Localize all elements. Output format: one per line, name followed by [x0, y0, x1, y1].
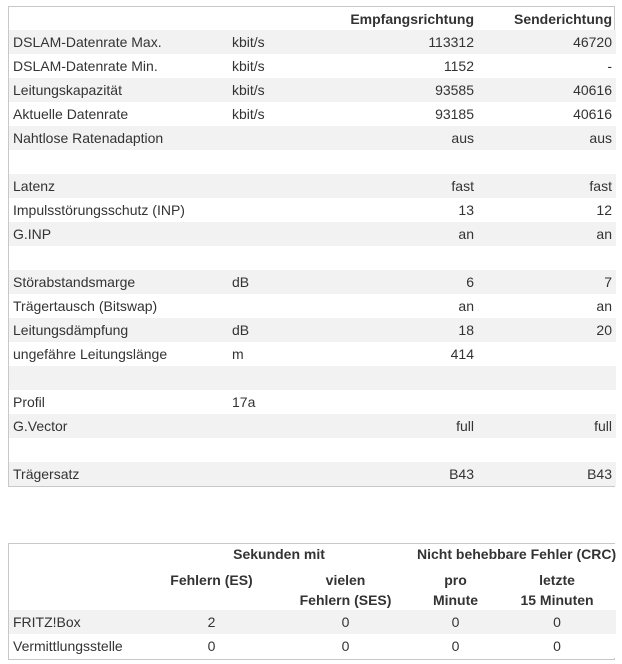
- dsl-table-row: [9, 102, 616, 126]
- error-row-label: Vermittlungsstelle: [13, 638, 123, 654]
- row-unit: kbit/s: [232, 82, 265, 98]
- row-downstream-value: 1152: [443, 58, 474, 74]
- row-downstream-value: 414: [450, 346, 474, 362]
- error-crc-last-15-value: 0: [553, 638, 561, 654]
- col-header-ses-line1: vielen: [325, 572, 366, 588]
- row-downstream-value: an: [458, 226, 474, 242]
- dsl-table-row: [9, 54, 616, 78]
- row-label: DSLAM-Datenrate Max.: [13, 34, 162, 50]
- row-unit: kbit/s: [232, 58, 265, 74]
- row-upstream-value: 12: [596, 202, 612, 218]
- header-unit: [228, 7, 320, 30]
- row-downstream-value: [320, 366, 478, 390]
- error-column-header-row: [9, 568, 616, 610]
- row-unit: [228, 126, 320, 150]
- col-header-ses: [278, 568, 413, 610]
- row-unit: [228, 438, 320, 462]
- dsl-table-body: [9, 30, 616, 486]
- row-label: Leitungsdämpfung: [13, 322, 129, 338]
- dsl-table-row: [9, 462, 616, 486]
- row-downstream-value: [320, 438, 478, 462]
- error-ses-value: 0: [341, 614, 350, 630]
- col-header-per-minute: [413, 568, 498, 610]
- row-downstream-value: 113312: [428, 34, 474, 50]
- dsl-table-row: [9, 270, 616, 294]
- dsl-table-row: [9, 438, 616, 462]
- error-stats-table: [9, 544, 616, 658]
- row-downstream-value: an: [458, 298, 474, 314]
- row-unit: dB: [232, 274, 250, 290]
- error-group-header-row: [9, 544, 616, 568]
- row-label: Störabstandsmarge: [13, 274, 136, 290]
- dsl-table-row: [9, 150, 616, 174]
- error-corner-cell: [9, 544, 145, 568]
- dsl-table-row: [9, 174, 616, 198]
- row-upstream-value: full: [594, 418, 612, 434]
- row-downstream-value: [320, 150, 478, 174]
- dsl-table-row: [9, 342, 616, 366]
- row-downstream-value: 93585: [435, 82, 474, 98]
- header-label: [9, 7, 228, 30]
- row-label: Latenz: [13, 178, 56, 194]
- row-unit: [228, 462, 320, 486]
- col-header-ses-line2: Fehlern (SES): [299, 592, 392, 608]
- row-downstream-value: aus: [451, 130, 474, 146]
- row-upstream-value: 40616: [573, 106, 612, 122]
- row-downstream-value: 93185: [435, 106, 474, 122]
- dsl-table-row: [9, 198, 616, 222]
- row-downstream-value: 18: [458, 322, 474, 338]
- row-upstream-value: [478, 438, 616, 462]
- row-unit: [228, 198, 320, 222]
- row-label: DSLAM-Datenrate Min.: [13, 58, 158, 74]
- row-upstream-value: [478, 342, 616, 366]
- group-header-crc: Nicht behebbare Fehler (CRC): [417, 546, 617, 562]
- dsl-header-row: [9, 7, 616, 30]
- dsl-info-panel: [8, 6, 615, 487]
- row-downstream-value: [320, 246, 478, 270]
- row-upstream-value: 7: [604, 274, 612, 290]
- error-row-label: FRITZ!Box: [13, 614, 81, 630]
- row-upstream-value: -: [607, 58, 612, 74]
- dsl-table-row: [9, 30, 616, 54]
- error-crc-per-minute-value: 0: [451, 614, 460, 630]
- row-unit: kbit/s: [232, 106, 265, 122]
- dsl-table-row: [9, 78, 616, 102]
- row-upstream-value: [478, 150, 616, 174]
- row-upstream-value: B43: [587, 466, 612, 482]
- row-upstream-value: 20: [596, 322, 612, 338]
- error-crc-per-minute-value: 0: [451, 638, 460, 654]
- header-upstream: Senderichtung: [513, 10, 612, 27]
- row-unit: [228, 366, 320, 390]
- dsl-info-table: [9, 7, 616, 486]
- error-table-row: [9, 634, 616, 658]
- col-header-15-line1: letzte: [539, 572, 575, 588]
- row-label: Nahtlose Ratenadaption: [13, 130, 164, 146]
- col-header-min-line1: pro: [444, 572, 467, 588]
- error-ses-value: 0: [341, 638, 350, 654]
- row-label: [9, 366, 228, 390]
- col-header-es: [145, 568, 278, 610]
- row-label: G.INP: [13, 226, 52, 242]
- row-downstream-value: 13: [458, 202, 474, 218]
- error-crc-last-15-value: 0: [553, 614, 561, 630]
- col-header-15-line2: 15 Minuten: [520, 592, 594, 608]
- row-unit: 17a: [232, 394, 256, 410]
- error-es-value: 2: [207, 614, 216, 630]
- error-stats-panel: [8, 543, 615, 660]
- row-label: [9, 150, 228, 174]
- dsl-table-row: [9, 246, 616, 270]
- row-unit: [228, 246, 320, 270]
- dsl-table-row: [9, 222, 616, 246]
- row-unit: [228, 222, 320, 246]
- row-unit: [228, 414, 320, 438]
- row-downstream-value: [320, 390, 478, 414]
- error-table-body: [9, 610, 616, 658]
- row-upstream-value: 46720: [573, 34, 612, 50]
- row-upstream-value: 40616: [573, 82, 612, 98]
- dsl-table-row: [9, 366, 616, 390]
- row-upstream-value: fast: [589, 178, 612, 194]
- row-unit: dB: [232, 322, 250, 338]
- error-table-row: [9, 610, 616, 634]
- col-header-last-15-min: [498, 568, 616, 610]
- row-upstream-value: an: [596, 298, 612, 314]
- row-unit: [228, 294, 320, 318]
- row-upstream-value: aus: [589, 130, 612, 146]
- row-downstream-value: full: [456, 418, 474, 434]
- row-label: [9, 246, 228, 270]
- row-downstream-value: B43: [449, 466, 474, 482]
- row-upstream-value: [478, 366, 616, 390]
- row-upstream-value: [478, 246, 616, 270]
- col-header-es-text: Fehlern (ES): [170, 572, 253, 588]
- dsl-table-row: [9, 414, 616, 438]
- error-label-header: [9, 568, 145, 610]
- dsl-table-row: [9, 126, 616, 150]
- error-es-value: 0: [207, 638, 216, 654]
- dsl-table-row: [9, 318, 616, 342]
- row-label: G.Vector: [13, 418, 68, 434]
- row-unit: [228, 150, 320, 174]
- header-downstream: Empfangsrichtung: [350, 10, 474, 27]
- col-header-min-line2: Minute: [432, 592, 479, 608]
- row-unit: m: [232, 346, 244, 362]
- row-label: Profil: [13, 394, 45, 410]
- row-label: Aktuelle Datenrate: [13, 106, 129, 122]
- group-header-seconds: Sekunden mit: [233, 546, 325, 562]
- dsl-table-row: [9, 294, 616, 318]
- row-downstream-value: fast: [451, 178, 474, 194]
- row-label: Trägersatz: [13, 466, 80, 482]
- row-label: Impulsstörungsschutz (INP): [13, 202, 185, 218]
- row-unit: kbit/s: [232, 34, 265, 50]
- row-upstream-value: an: [596, 226, 612, 242]
- row-upstream-value: [478, 390, 616, 414]
- row-unit: [228, 174, 320, 198]
- row-label: [9, 438, 228, 462]
- dsl-table-row: [9, 390, 616, 414]
- row-label: Trägertausch (Bitswap): [13, 298, 158, 314]
- row-label: Leitungskapazität: [13, 82, 122, 98]
- row-label: ungefähre Leitungslänge: [13, 346, 168, 362]
- row-downstream-value: 6: [466, 274, 474, 290]
